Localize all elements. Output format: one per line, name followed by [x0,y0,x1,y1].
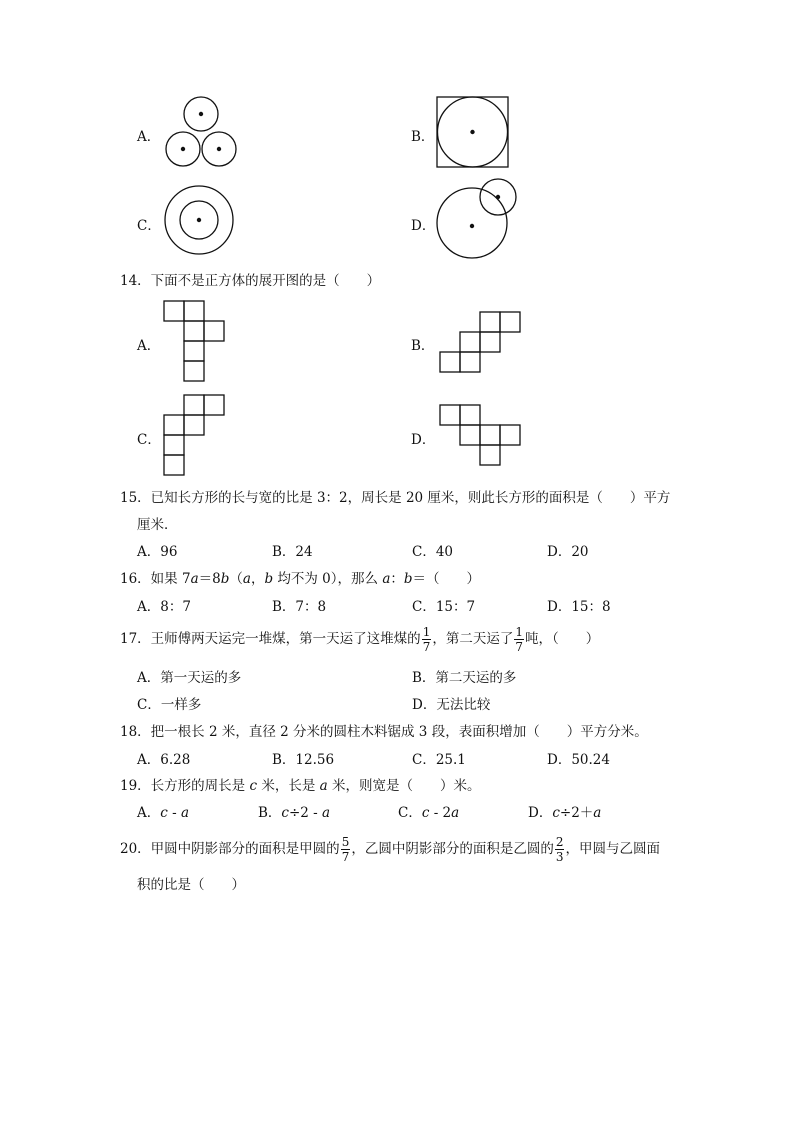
q18-option-c[interactable]: C．25.1 [412,752,466,768]
q18-stem: 18．把一根长 2 米，直径 2 分米的圆柱木料锯成 3 段，表面积增加（ ）平方分米。 [120,724,648,740]
q15-stem-line1: 15．已知长方形的长与宽的比是 3：2，周长是 20 厘米，则此长方形的面积是（ ）平方 [120,490,671,506]
q20-stem-line1: 20．甲圆中阴影部分的面积是甲圆的 $\frac{5}{7}$ ，乙圆中阴影部分的面积是乙圆的 $\frac{2}{3}$ ，甲圆与乙圆面 [120,835,660,864]
q15-option-d[interactable]: D．20 [547,544,589,560]
q20-stem-line2: 积的比是（ ） [137,877,245,893]
q17-option-c[interactable]: C．一样多 [137,697,202,713]
q18-option-b[interactable]: B．12.56 [272,752,335,768]
q20-fraction-1: $\frac{5}{7}$ [341,835,350,864]
q20-fraction-2: $\frac{2}{3}$ [555,835,564,864]
q17-option-d[interactable]: D．无法比较 [412,697,491,713]
q15-option-a[interactable]: A．96 [137,544,178,560]
q16-option-b[interactable]: B．7：8 [272,599,327,615]
q17-option-a[interactable]: A．第一天运的多 [137,670,242,686]
q13-option-c-label[interactable]: C． [137,218,161,234]
q14-stem: 14．下面不是正方体的展开图的是（ ） [120,273,381,289]
q13-option-b-figure [435,95,511,169]
q18-option-a[interactable]: A．6.28 [137,752,191,768]
q13-option-a-figure [162,95,242,170]
q13-option-c-figure [162,183,236,257]
q17-stem: 17．王师傅两天运完一堆煤，第一天运了这堆煤的 $\frac{1}{7}$ ，第二天运了 $\frac{1}{7}$ 吨，（ ） [120,625,600,654]
q19-stem: 19．长方形的周长是 c 米，长是 a 米，则宽是（ ）米。 [120,778,481,794]
q15-stem-line2: 厘米． [137,517,178,533]
q13-option-d-figure [435,174,521,260]
q16-stem: 16．如果 7a＝8b（a，b 均不为 0），那么 a：b＝（ ） [120,571,481,587]
q19-option-a[interactable]: A．c - a [137,805,190,821]
q14-option-d-label[interactable]: D． [411,432,436,448]
q14-option-b-net [438,311,524,375]
q14-option-d-net [438,404,524,468]
q14-option-c-net [163,394,229,478]
q17-option-b[interactable]: B．第二天运的多 [412,670,517,686]
q19-option-c[interactable]: C．c - 2a [398,805,460,821]
q17-fraction-1: $\frac{1}{7}$ [422,625,431,654]
q18-option-d[interactable]: D．50.24 [547,752,610,768]
q16-option-d[interactable]: D．15：8 [547,599,611,615]
q14-option-c-label[interactable]: C． [137,432,161,448]
q14-option-a-label[interactable]: A． [137,338,161,354]
q19-option-b[interactable]: B．c÷2 - a [258,805,331,821]
q16-option-c[interactable]: C．15：7 [412,599,476,615]
q13-option-a-label[interactable]: A． [137,129,161,145]
q14-option-b-label[interactable]: B． [411,338,435,354]
q15-option-b[interactable]: B．24 [272,544,313,560]
q16-option-a[interactable]: A．8：7 [137,599,191,615]
q13-option-d-label[interactable]: D． [411,218,436,234]
q14-option-a-net [163,300,227,384]
q19-option-d[interactable]: D．c÷2＋a [528,805,602,821]
q17-fraction-2: $\frac{1}{7}$ [515,625,523,654]
q15-option-c[interactable]: C．40 [412,544,454,560]
q13-option-b-label[interactable]: B． [411,129,435,145]
